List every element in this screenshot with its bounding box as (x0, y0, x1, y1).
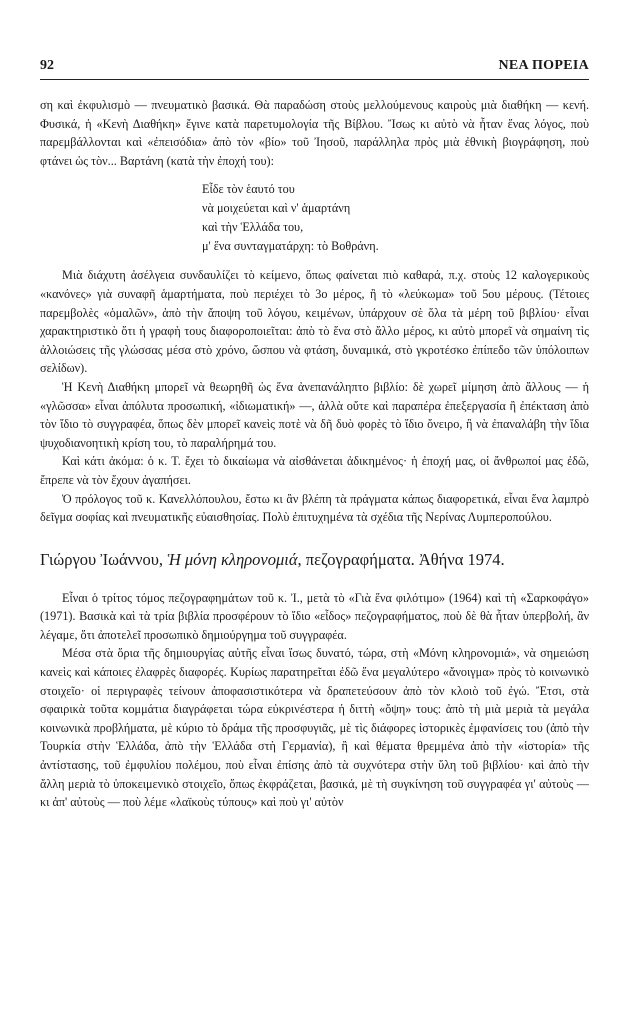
review-author: Γιώργου Ἰωάννου, (40, 549, 168, 569)
paragraph: Μέσα στὰ ὅρια τῆς δημιουργίας αὐτῆς εἶναι ἴσως δυνατό, τώρα, στὴ «Μόνη κληρονομιά», νὰ σημειώση κανεὶς καὶ κάποιες ἐλαφρὲς διαφορές. Κυρίως παρατηρεῖται ἐδῶ ἕνα μεγαλύτερο «ἄνοιγμα» πρὸς τὸ κοινωνικὸ στοιχεῖο· οἱ περιγραφὲς τείνουν ἀποφασιστικότερα νὰ δραπετεύσουν ἀπὸ τὸν κλοιὸ τοῦ ἐγώ. Ἔτσι, στὰ σφαιρικὰ τοῦτα κομμάτια διαγράφεται τώρα εὐκρινέστερα ἡ διττὴ «ὄψη» τους: ἀπὸ τὴ μιὰ μεριὰ τὰ μεγάλα κοινωνικὰ προβλήματα, μὲ κύριο τὸ δράμα τῆς προσφυγιᾶς, μὲ τὶς διάφορες ἱστορικὲς ἐμφανίσεις του (ἀπὸ τὴν Τουρκία στὴν Ἑλλάδα, ἀπὸ τὴν Ἑλλάδα στὴ Γερμανία), ἢ καὶ θέματα θρεμμένα ἀπὸ τὴν «ἱστορία» τῆς ἀντίστασης, τοῦ ἐμφυλίου πολέμου, ποὺ εἶναι ἐπίσης ἀπὸ τὰ συχνότερα στὴν ὕλη τοῦ βιβλίου· καὶ ἀπὸ τὴν ἄλλη μεριὰ τὸ ὑποκειμενικὸ στοιχεῖο, ὅπως ἐκφράζεται, βασικά, μὲ τὴ συγκίνηση τοῦ συγγραφέα γι' αὐτοὺς — κι ἀπ' αὐτοὺς — ποὺ λέμε «λαϊκοὺς τύπους» καὶ ποὺ γι' αὐτὸν (40, 646, 589, 810)
poem-line: καὶ τὴν Ἑλλάδα του, (202, 220, 304, 235)
paragraph: Καὶ κάτι ἀκόμα: ὁ κ. Τ. ἔχει τὸ δικαίωμα νὰ αἰσθάνεται ἀδικημένος· ἡ ἐποχή μας, οἱ ἄνθρωποί μας ἐδῶ, ἔπρεπε νὰ τὸν ἔχουν ἀγαπήσει. (40, 454, 589, 487)
journal-title: ΝΕΑ ΠΟΡΕΙΑ (498, 58, 589, 73)
paragraph: ση καὶ ἐκφυλισμὸ — πνευματικὸ βασικά. Θὰ παραδώση στοὺς μελλούμενους καιροὺς μιὰ διαθήκη — κενή. Φυσικά, ἡ «Κενὴ Διαθήκη» ἔγινε κατὰ παρετυμολογία τῆς Βίβλου. Ἴσως κι αὐτὸ νὰ ἦταν ἕνας λόγος, ποὺ παρεμβάλλονται καὶ «ἐπεισόδια» ἀπὸ τὸν «βίο» τοῦ Ἰησοῦ, παράλληλα πρὸς μιὰ ἐθνικὴ βιογράφηση, ποὺ φτάνει ὡς τὸν... Βαρτάνη (κατὰ τὴν ἐποχή του): (40, 98, 589, 168)
header-rule (40, 79, 589, 80)
page-body (40, 96, 589, 812)
paragraph: Μιὰ διάχυτη ἀσέλγεια συνδαυλίζει τὸ κείμενο, ὅπως φαίνεται πιὸ καθαρά, π.χ. στοὺς 12 καλογερικοὺς «κανόνες» γιὰ συναφῆ ἁμαρτήματα, ποὺ περιέχει τὸ 3ο μέρος, ἢ τὸ «λεύκωμα» τοῦ 5ου μέρους. (Τέτοιες παρεμβολὲς «ὁμαλῶν», ἀπὸ τὴν ἄποψη τοῦ λόγου, κειμένων, ὑπάρχουν σὲ ὅλα τὰ μέρη τοῦ βιβλίου· εἶναι χαρακτηριστικὸ ὅτι ἡ γραφὴ τους διαφοροποιεῖται: ἀπὸ τὸ ἕνα στὸ ἄλλο μέρος, κι αὐτὸ μπορεῖ νὰ σημαίνη τὶς ἀλλοιώσεις τῆς γλώσσας μέσα στὸ χρόνο, ὥσπου νὰ φτάση, δυναμικά, στὸ γκροτέσκο ἐπίπεδο τῶν ὑπόλοιπων σελίδων). (40, 268, 589, 376)
review-book-title: Ἡ μόνη κληρονομιά (167, 549, 298, 569)
page-header (40, 58, 589, 76)
paragraph: Ὁ πρόλογος τοῦ κ. Κανελλόπουλου, ἔστω κι ἂν βλέπη τὰ πράγματα κάπως διαφορετικά, εἶναι ἕνα λαμπρὸ δεῖγμα σοφίας καὶ πνευματικῆς εὐαισθησίας. Πολὺ ἐπιτυχημένα τὰ σχέδια τῆς Νερίνας Λυμπεροπούλου. (40, 491, 589, 525)
poem-line: νὰ μοιχεύεται καὶ ν' ἁμαρτάνη (202, 201, 351, 216)
paragraph: Εἶναι ὁ τρίτος τόμος πεζογραφημάτων τοῦ κ. Ἰ., μετὰ τὸ «Γιὰ ἕνα φιλότιμο» (1964) καὶ τὴ «Σαρκοφάγο» (1971). Βασικὰ καὶ τὰ τρία βιβλία προσφέρουν τὸ ἴδιο «εἶδος» πεζογραφήματος, ποὺ δὲ θὰ ἦταν ὑπερβολή, ἂν λέγαμε, ὅτι ἀποτελεῖ προσωπικὸ δημιούργημα τοῦ συγγραφέα. (40, 590, 589, 642)
poem-line: μ' ἕνα συνταγματάρχη: τὸ Βοθράνη. (202, 239, 379, 254)
poem-line: Εἶδε τὸν ἑαυτό του (202, 182, 295, 197)
poem-quote (202, 180, 589, 256)
paragraph: Ἡ Κενὴ Διαθήκη μπορεῖ νὰ θεωρηθῆ ὡς ἕνα ἀνεπανάληπτο βιβλίο: δὲ χωρεῖ μίμηση ἀπὸ ἄλλους — ἡ «γλῶσσα» εἶναι ἀπόλυτα προσωπική, «ἰδιωματική» —, ἀλλὰ οὔτε καὶ παραπέρα ἐπεξεργασία ἢ ἐπέκταση ἀπὸ τὸν ἴδιο τὸ συγγραφέα, ὅπως δὲν μπορεῖ κανεὶς ποτὲ νὰ δῆ δυὸ φορὲς τὸ ἴδιο ὄνειρο, ἢ νὰ ἐπαναλάβη τὴν ἴδια ψυχοδιανοητικὴ κρίση του, τὸ παραλήρημά του. (40, 379, 589, 450)
page-number: 92 (40, 58, 54, 73)
review-publication-info: , πεζογραφήματα. Ἀθήνα 1974. (297, 549, 505, 569)
review-heading (40, 549, 589, 571)
